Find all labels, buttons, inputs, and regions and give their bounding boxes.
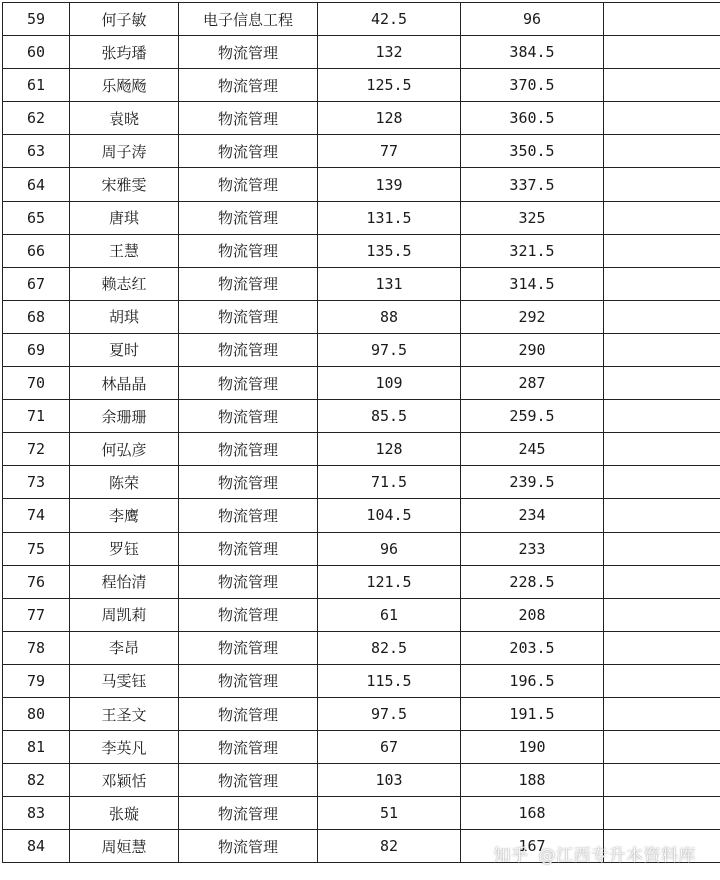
note-cell [604, 433, 720, 466]
watermark [494, 841, 707, 866]
table-row [3, 797, 720, 830]
total-cell: 96 [461, 3, 604, 36]
total-cell: 292 [461, 300, 604, 333]
score-cell: 42.5 [318, 3, 461, 36]
rank-cell: 62 [3, 102, 70, 135]
major-cell: 物流管理 [179, 69, 318, 102]
major-cell: 电子信息工程 [179, 3, 318, 36]
rank-cell: 59 [3, 3, 70, 36]
score-cell: 139 [318, 168, 461, 201]
rank-cell: 73 [3, 466, 70, 499]
note-cell [604, 102, 720, 135]
major-cell: 物流管理 [179, 598, 318, 631]
table-row [3, 499, 720, 532]
note-cell [604, 201, 720, 234]
rank-cell: 64 [3, 168, 70, 201]
note-cell [604, 565, 720, 598]
name-cell: 唐琪 [70, 201, 179, 234]
score-cell: 132 [318, 36, 461, 69]
score-cell: 67 [318, 731, 461, 764]
note-cell [604, 267, 720, 300]
name-cell: 周姮慧 [70, 830, 179, 863]
score-cell: 128 [318, 102, 461, 135]
table-row [3, 598, 720, 631]
name-cell: 何子敏 [70, 3, 179, 36]
name-cell: 李昂 [70, 631, 179, 664]
major-cell: 物流管理 [179, 36, 318, 69]
name-cell: 赖志红 [70, 267, 179, 300]
table-row [3, 234, 720, 267]
rank-cell: 78 [3, 631, 70, 664]
name-cell: 乐飏飏 [70, 69, 179, 102]
total-cell: 168 [461, 797, 604, 830]
score-cell: 61 [318, 598, 461, 631]
major-cell: 物流管理 [179, 367, 318, 400]
name-cell: 王圣文 [70, 697, 179, 730]
major-cell: 物流管理 [179, 234, 318, 267]
major-cell: 物流管理 [179, 433, 318, 466]
name-cell: 程怡清 [70, 565, 179, 598]
score-cell: 125.5 [318, 69, 461, 102]
note-cell [604, 135, 720, 168]
table-row [3, 267, 720, 300]
table-row [3, 466, 720, 499]
score-cell: 128 [318, 433, 461, 466]
total-cell: 203.5 [461, 631, 604, 664]
major-cell: 物流管理 [179, 135, 318, 168]
major-cell: 物流管理 [179, 466, 318, 499]
major-cell: 物流管理 [179, 797, 318, 830]
rank-cell: 66 [3, 234, 70, 267]
note-cell [604, 664, 720, 697]
table-row [3, 532, 720, 565]
score-cell: 85.5 [318, 400, 461, 433]
score-cell: 96 [318, 532, 461, 565]
score-cell: 77 [318, 135, 461, 168]
table-row [3, 664, 720, 697]
total-cell: 167 [461, 830, 604, 863]
table-row [3, 168, 720, 201]
name-cell: 王慧 [70, 234, 179, 267]
table-row [3, 367, 720, 400]
major-cell: 物流管理 [179, 830, 318, 863]
note-cell [604, 300, 720, 333]
rank-cell: 70 [3, 367, 70, 400]
rank-cell: 69 [3, 333, 70, 366]
total-cell: 188 [461, 764, 604, 797]
total-cell: 208 [461, 598, 604, 631]
table-row [3, 731, 720, 764]
table-row [3, 300, 720, 333]
name-cell: 余珊珊 [70, 400, 179, 433]
table-row [3, 565, 720, 598]
score-cell: 131 [318, 267, 461, 300]
rank-cell: 74 [3, 499, 70, 532]
rank-cell: 71 [3, 400, 70, 433]
note-cell [604, 764, 720, 797]
major-cell: 物流管理 [179, 333, 318, 366]
rank-cell: 84 [3, 830, 70, 863]
table-row [3, 631, 720, 664]
total-cell: 350.5 [461, 135, 604, 168]
rank-cell: 61 [3, 69, 70, 102]
note-cell [604, 598, 720, 631]
total-cell: 234 [461, 499, 604, 532]
table-row [3, 697, 720, 730]
total-cell: 360.5 [461, 102, 604, 135]
note-cell [604, 697, 720, 730]
table-row [3, 135, 720, 168]
major-cell: 物流管理 [179, 400, 318, 433]
rank-cell: 83 [3, 797, 70, 830]
note-cell [604, 333, 720, 366]
name-cell: 陈荣 [70, 466, 179, 499]
name-cell: 林晶晶 [70, 367, 179, 400]
score-cell: 88 [318, 300, 461, 333]
total-cell: 384.5 [461, 36, 604, 69]
note-cell [604, 532, 720, 565]
name-cell: 宋雅雯 [70, 168, 179, 201]
rank-cell: 60 [3, 36, 70, 69]
score-cell: 82 [318, 830, 461, 863]
score-cell: 71.5 [318, 466, 461, 499]
major-cell: 物流管理 [179, 168, 318, 201]
table-row [3, 36, 720, 69]
total-cell: 233 [461, 532, 604, 565]
table-row [3, 3, 720, 36]
major-cell: 物流管理 [179, 697, 318, 730]
name-cell: 周凯莉 [70, 598, 179, 631]
score-table-body [3, 3, 720, 863]
note-cell [604, 400, 720, 433]
major-cell: 物流管理 [179, 664, 318, 697]
total-cell: 190 [461, 731, 604, 764]
note-cell [604, 168, 720, 201]
table-row [3, 69, 720, 102]
score-cell: 104.5 [318, 499, 461, 532]
score-cell: 135.5 [318, 234, 461, 267]
total-cell: 290 [461, 333, 604, 366]
total-cell: 196.5 [461, 664, 604, 697]
total-cell: 191.5 [461, 697, 604, 730]
note-cell [604, 36, 720, 69]
score-table [2, 2, 720, 863]
total-cell: 337.5 [461, 168, 604, 201]
score-cell: 97.5 [318, 697, 461, 730]
total-cell: 314.5 [461, 267, 604, 300]
major-cell: 物流管理 [179, 631, 318, 664]
score-cell: 82.5 [318, 631, 461, 664]
rank-cell: 68 [3, 300, 70, 333]
name-cell: 马雯钰 [70, 664, 179, 697]
name-cell: 李英凡 [70, 731, 179, 764]
major-cell: 物流管理 [179, 201, 318, 234]
total-cell: 370.5 [461, 69, 604, 102]
total-cell: 245 [461, 433, 604, 466]
note-cell [604, 3, 720, 36]
total-cell: 259.5 [461, 400, 604, 433]
score-cell: 131.5 [318, 201, 461, 234]
table-row [3, 433, 720, 466]
rank-cell: 77 [3, 598, 70, 631]
total-cell: 325 [461, 201, 604, 234]
name-cell: 何弘彦 [70, 433, 179, 466]
watermark-platform: 知乎 [493, 846, 529, 866]
table-row [3, 201, 720, 234]
rank-cell: 63 [3, 135, 70, 168]
note-cell [604, 69, 720, 102]
total-cell: 287 [461, 367, 604, 400]
major-cell: 物流管理 [179, 764, 318, 797]
major-cell: 物流管理 [179, 565, 318, 598]
rank-cell: 76 [3, 565, 70, 598]
rank-cell: 72 [3, 433, 70, 466]
note-cell [604, 466, 720, 499]
name-cell: 邓颖恬 [70, 764, 179, 797]
note-cell [604, 367, 720, 400]
note-cell [604, 234, 720, 267]
table-row [3, 764, 720, 797]
rank-cell: 81 [3, 731, 70, 764]
rank-cell: 82 [3, 764, 70, 797]
name-cell: 周子涛 [70, 135, 179, 168]
note-cell [604, 797, 720, 830]
major-cell: 物流管理 [179, 267, 318, 300]
score-cell: 109 [318, 367, 461, 400]
table-row [3, 333, 720, 366]
name-cell: 罗钰 [70, 532, 179, 565]
major-cell: 物流管理 [179, 102, 318, 135]
total-cell: 228.5 [461, 565, 604, 598]
score-cell: 51 [318, 797, 461, 830]
name-cell: 夏时 [70, 333, 179, 366]
major-cell: 物流管理 [179, 499, 318, 532]
score-cell: 103 [318, 764, 461, 797]
rank-cell: 79 [3, 664, 70, 697]
name-cell: 李鹰 [70, 499, 179, 532]
rank-cell: 80 [3, 697, 70, 730]
note-cell [604, 731, 720, 764]
name-cell: 袁晓 [70, 102, 179, 135]
rank-cell: 75 [3, 532, 70, 565]
major-cell: 物流管理 [179, 532, 318, 565]
total-cell: 239.5 [461, 466, 604, 499]
table-row [3, 102, 720, 135]
rank-cell: 67 [3, 267, 70, 300]
score-cell: 97.5 [318, 333, 461, 366]
score-cell: 115.5 [318, 664, 461, 697]
name-cell: 胡琪 [70, 300, 179, 333]
rank-cell: 65 [3, 201, 70, 234]
note-cell [604, 499, 720, 532]
major-cell: 物流管理 [179, 731, 318, 764]
note-cell [604, 631, 720, 664]
name-cell: 张璇 [70, 797, 179, 830]
table-row [3, 400, 720, 433]
watermark-account: @江西专升本资料库 [538, 846, 696, 866]
score-cell: 121.5 [318, 565, 461, 598]
name-cell: 张玙璠 [70, 36, 179, 69]
major-cell: 物流管理 [179, 300, 318, 333]
total-cell: 321.5 [461, 234, 604, 267]
